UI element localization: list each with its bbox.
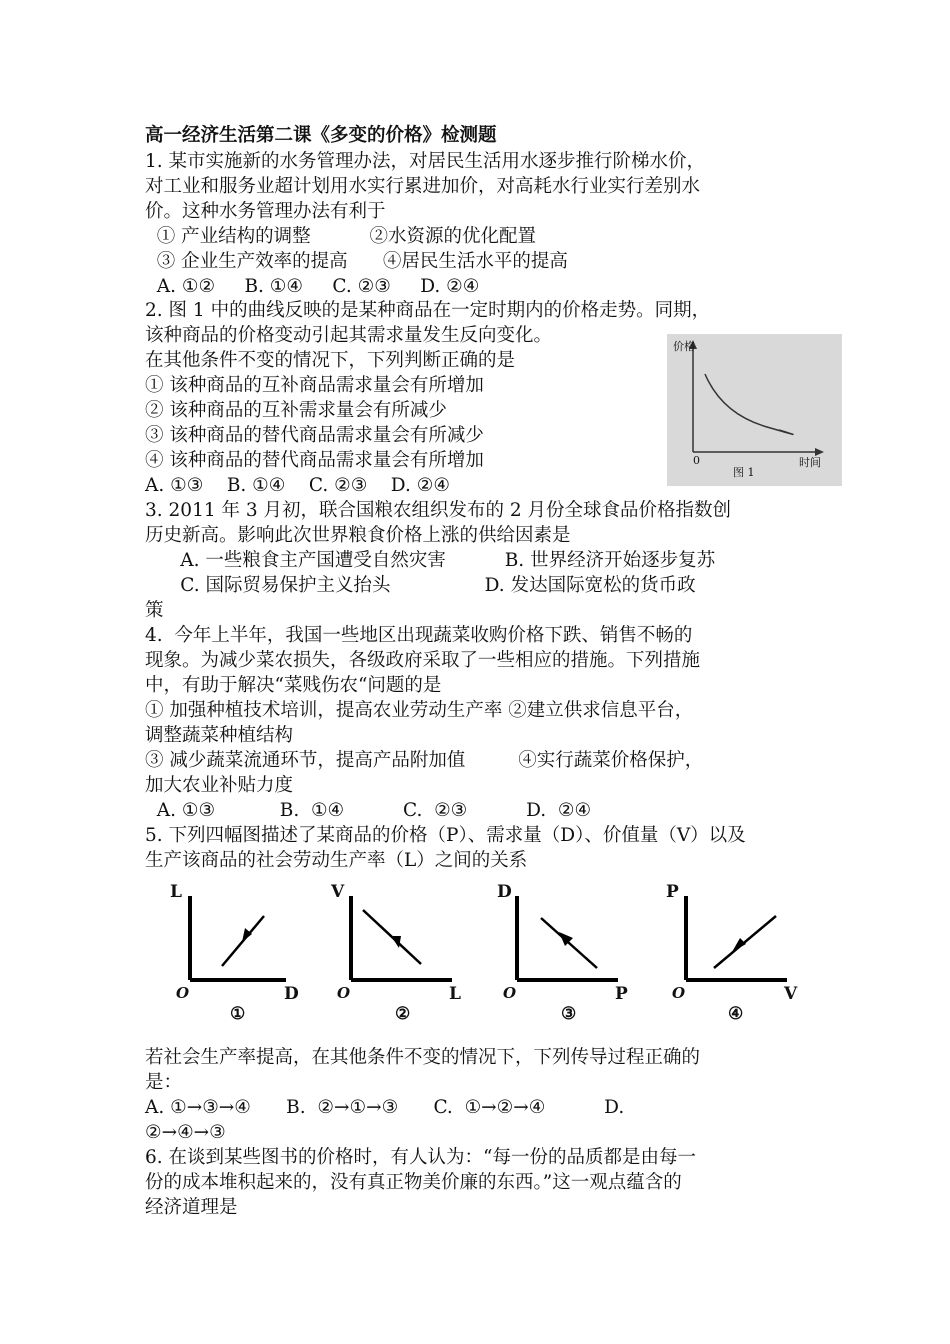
q5-follow-line-2: 是：: [145, 1072, 183, 1093]
q1-stem-line-3: 价。这种水务管理办法有利于: [145, 201, 386, 222]
q5-graph-2: [327, 880, 472, 1030]
q1-stem-line-1: 1. 某市实施新的水务管理办法，对居民生活用水逐步推行阶梯水价，: [145, 151, 706, 172]
q5-follow-line-1: 若社会生产率提高，在其他条件不变的情况下，下列传导过程正确的: [145, 1047, 701, 1068]
q2-item-3: ③ 该种商品的替代商品需求量会有所减少: [145, 425, 484, 446]
q5-graph-3-origin: O: [503, 984, 517, 1002]
q2-choices: A. ①③ B. ①④ C. ②③ D. ②④: [145, 475, 450, 496]
q2-item-1: ① 该种商品的互补商品需求量会有所增加: [145, 375, 484, 396]
q4-stem-line-2: 现象。为减少菜农损失，各级政府采取了一些相应的措施。下列措施: [145, 650, 701, 671]
figure-1-caption: 图 1: [733, 466, 755, 479]
q4-item-line-3: ③ 减少蔬菜流通环节，提高产品附加值 ④实行蔬菜价格保护，: [145, 750, 704, 771]
q5-graph-1-xlabel: D: [284, 984, 299, 1004]
q2-stem-line-3: 在其他条件不变的情况下，下列判断正确的是: [145, 350, 516, 371]
q5-graph-3-number: ③: [561, 1004, 577, 1024]
q5-graph-4: [662, 880, 807, 1030]
q5-graph-4-number: ④: [728, 1004, 744, 1024]
figure-1-ylabel: 价格: [673, 340, 695, 353]
q5-graph-4-xlabel: V: [784, 984, 798, 1004]
q2-item-4: ④ 该种商品的替代商品需求量会有所增加: [145, 450, 484, 471]
q5-stem-line-1: 5. 下列四幅图描述了某商品的价格（P）、需求量（D）、价值量（V）以及: [145, 825, 746, 846]
figure-1-price-graph: [667, 334, 842, 486]
q6-stem-line-2: 份的成本堆积起来的，没有真正物美价廉的东西。”这一观点蕴含的: [145, 1172, 682, 1193]
figure-1-xlabel: 时间: [799, 456, 821, 469]
q1-options-row-2: ③ 企业生产效率的提高 ④居民生活水平的提高: [145, 251, 568, 272]
q5-graph-1: [166, 880, 311, 1030]
q5-choices: A. ①→③→④ B. ②→①→③ C. ①→②→④ D.: [145, 1097, 625, 1118]
q3-options-row-1: A. 一些粮食主产国遭受自然灾害 B. 世界经济开始逐步复苏: [145, 550, 716, 571]
q2-stem-line-2: 该种商品的价格变动引起其需求量发生反向变化。: [145, 325, 553, 346]
q2-item-2: ② 该种商品的互补需求量会有所减少: [145, 400, 447, 421]
q4-item-line-2: 调整蔬菜种植结构: [145, 725, 294, 746]
q5-graph-2-ylabel: V: [331, 882, 345, 902]
q3-option-wrap: 策: [145, 600, 164, 621]
q5-graph-1-ylabel: L: [170, 882, 182, 902]
q5-stem-line-2: 生产该商品的社会劳动生产率（L）之间的关系: [145, 850, 528, 871]
q4-stem-line-3: 中，有助于解决“菜贱伤农“问题的是: [145, 675, 442, 696]
q3-stem-line-1: 3. 2011 年 3 月初，联合国粮农组织发布的 2 月份全球食品价格指数创: [145, 500, 732, 521]
q5-graph-2-xlabel: L: [449, 984, 461, 1004]
q5-graph-3: [493, 880, 638, 1030]
q5-graph-4-ylabel: P: [666, 882, 679, 902]
q5-graph-4-origin: O: [672, 984, 686, 1002]
q4-stem-line-1: 4. 今年上半年，我国一些地区出现蔬菜收购价格下跌、销售不畅的: [145, 625, 693, 646]
q5-graph-1-origin: O: [176, 984, 190, 1002]
q1-choices: A. ①② B. ①④ C. ②③ D. ②④: [145, 276, 480, 297]
q3-stem-line-2: 历史新高。影响此次世界粮食价格上涨的供给因素是: [145, 525, 571, 546]
q5-graph-1-number: ①: [230, 1004, 246, 1024]
q5-choices-wrap: ②→④→③: [145, 1122, 226, 1143]
figure-1-origin: 0: [693, 454, 700, 467]
page-title: 高一经济生活第二课《多变的价格》检测题: [145, 125, 497, 146]
q5-graph-2-origin: O: [337, 984, 351, 1002]
q3-options-row-2: C. 国际贸易保护主义抬头 D. 发达国际宽松的货币政: [145, 575, 696, 596]
q1-stem-line-2: 对工业和服务业超计划用水实行累进加价，对高耗水行业实行差别水: [145, 176, 701, 197]
q5-graph-3-ylabel: D: [497, 882, 512, 902]
q4-choices: A. ①③ B. ①④ C. ②③ D. ②④: [145, 800, 592, 821]
q5-graph-3-xlabel: P: [615, 984, 628, 1004]
q6-stem-line-1: 6. 在谈到某些图书的价格时，有人认为：“每一份的品质都是由每一: [145, 1147, 696, 1168]
q2-stem-line-1: 2. 图 1 中的曲线反映的是某种商品在一定时期内的价格走势。同期，: [145, 300, 711, 321]
q1-options-row-1: ① 产业结构的调整 ②水资源的优化配置: [145, 226, 536, 247]
q6-stem-line-3: 经济道理是: [145, 1197, 238, 1218]
q5-graph-2-number: ②: [395, 1004, 411, 1024]
q4-item-line-1: ① 加强种植技术培训，提高农业劳动生产率 ②建立供求信息平台，: [145, 700, 694, 721]
q4-item-line-4: 加大农业补贴力度: [145, 775, 294, 796]
